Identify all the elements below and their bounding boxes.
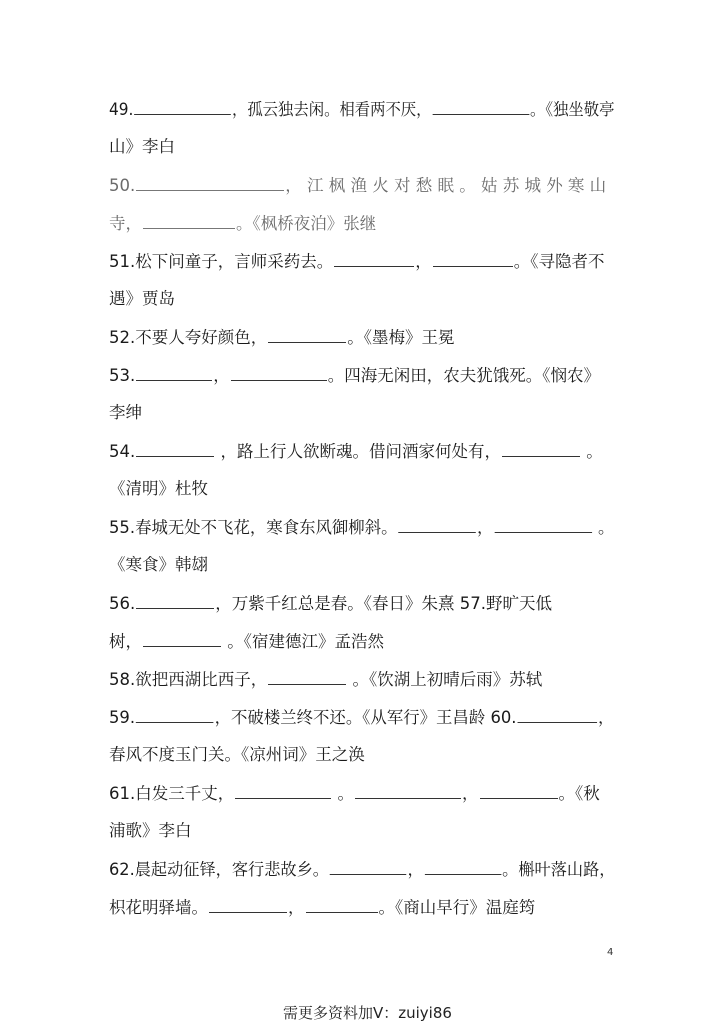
line-text: 。《饮湖上初晴后雨》苏轼 <box>347 670 543 689</box>
line-text: 59. <box>109 708 136 727</box>
line-text: ， <box>598 708 615 727</box>
line-text: ，万紫千红总是春。《春日》朱熹 57.野旷天低 <box>215 594 552 613</box>
line-text: ， <box>415 252 432 271</box>
text-line <box>109 324 615 350</box>
line-text: 52.不要人夸好颜色， <box>109 328 268 347</box>
line-text: 遇》贾岛 <box>109 289 175 308</box>
answer-blank[interactable] <box>494 514 591 533</box>
text-line <box>109 286 615 312</box>
line-text: 。《枫桥夜泊》张继 <box>236 214 377 233</box>
text-line <box>109 704 615 730</box>
text-line <box>109 476 615 502</box>
line-text: 春风不度玉门关。《凉州词》王之涣 <box>109 745 365 764</box>
answer-blank[interactable] <box>136 362 212 381</box>
line-text: ， <box>213 366 230 385</box>
answer-blank[interactable] <box>433 248 513 267</box>
text-line <box>109 248 615 274</box>
line-text: 51.松下问童子，言师采药去。 <box>109 252 334 271</box>
line-text: 。 <box>332 784 354 803</box>
line-text: 。槲叶落山路， <box>502 860 616 879</box>
line-text: ， <box>407 860 424 879</box>
answer-blank[interactable] <box>306 894 378 913</box>
answer-blank[interactable] <box>334 248 414 267</box>
text-line <box>109 818 615 844</box>
answer-blank[interactable] <box>136 438 214 457</box>
line-text: 。《宿建德江》孟浩然 <box>222 632 384 651</box>
line-text: 。《独坐敬亭 <box>530 100 615 119</box>
line-text: 李绅 <box>109 403 142 422</box>
answer-blank[interactable] <box>518 704 598 723</box>
answer-blank[interactable] <box>502 438 580 457</box>
line-text: 62.晨起动征铎，客行悲故乡。 <box>109 860 329 879</box>
line-text: ，孤云独去闲。相看两不厌， <box>231 100 432 119</box>
text-line <box>109 780 615 806</box>
line-text: 枳花明驿墙。 <box>109 898 208 917</box>
line-text: 。 <box>581 442 603 461</box>
text-line <box>109 590 615 616</box>
page-number: 4 <box>607 947 614 958</box>
text-line <box>109 400 615 426</box>
answer-blank[interactable] <box>231 362 327 381</box>
answer-blank[interactable] <box>480 780 558 799</box>
answer-blank[interactable] <box>399 514 477 533</box>
line-text: 58.欲把西湖比西子， <box>109 670 268 689</box>
line-text: ， <box>477 518 494 537</box>
text-line <box>109 742 615 768</box>
text-line <box>109 666 615 692</box>
line-text: ， <box>462 784 479 803</box>
answer-blank[interactable] <box>136 172 284 191</box>
line-text: 。《寻隐者不 <box>513 252 605 271</box>
text-line <box>109 172 615 198</box>
text-line <box>109 134 615 160</box>
answer-blank[interactable] <box>432 96 529 115</box>
line-text: 49. <box>109 100 134 119</box>
answer-blank[interactable] <box>235 780 331 799</box>
text-line <box>109 362 615 388</box>
answer-blank[interactable] <box>268 666 346 685</box>
text-line <box>109 514 615 540</box>
answer-blank[interactable] <box>136 704 214 723</box>
line-text: ，路上行人欲断魂。借问酒家何处有， <box>215 442 501 461</box>
answer-blank[interactable] <box>425 856 502 875</box>
footer-note: 需更多资料加V：zuiyi86 <box>283 1004 452 1022</box>
line-text: 。《秋 <box>558 784 600 803</box>
text-line <box>109 552 615 578</box>
line-text: ，不破楼兰终不还。《从军行》王昌龄 60. <box>214 708 517 727</box>
text-line <box>109 894 615 920</box>
line-text: 树， <box>109 632 142 651</box>
answer-blank[interactable] <box>355 780 461 799</box>
answer-blank[interactable] <box>268 324 346 343</box>
line-text: 《寒食》韩翃 <box>109 555 208 574</box>
text-line <box>109 96 615 122</box>
line-text: 56. <box>109 594 136 613</box>
line-text: 。《商山早行》温庭筠 <box>378 898 536 917</box>
line-text: 寺， <box>109 214 142 233</box>
line-text: 55.春城无处不飞花，寒食东风御柳斜。 <box>109 518 398 537</box>
line-text: 53. <box>109 366 136 385</box>
answer-blank[interactable] <box>330 856 407 875</box>
answer-blank[interactable] <box>136 590 214 609</box>
text-line <box>109 856 615 882</box>
line-text: 。《墨梅》王冕 <box>347 328 455 347</box>
line-text: ， <box>288 898 305 917</box>
line-text: 《清明》杜牧 <box>109 479 208 498</box>
answer-blank[interactable] <box>143 628 221 647</box>
line-text: 山》李白 <box>109 137 175 156</box>
answer-blank[interactable] <box>134 96 231 115</box>
line-text: 。 <box>592 518 615 537</box>
line-text: 。四海无闲田，农夫犹饿死。《悯农》 <box>327 366 600 385</box>
line-text: 61.白发三千丈， <box>109 784 235 803</box>
line-text: ， 江 枫 渔 火 对 愁 眠 。 姑 苏 城 外 寒 山 <box>285 176 607 195</box>
text-line <box>109 628 615 654</box>
line-text: 50. <box>109 176 136 195</box>
text-line <box>109 210 615 236</box>
line-text: 54. <box>109 442 136 461</box>
line-text: 浦歌》李白 <box>109 821 192 840</box>
answer-blank[interactable] <box>143 210 235 229</box>
answer-blank[interactable] <box>209 894 287 913</box>
text-line <box>109 438 615 464</box>
